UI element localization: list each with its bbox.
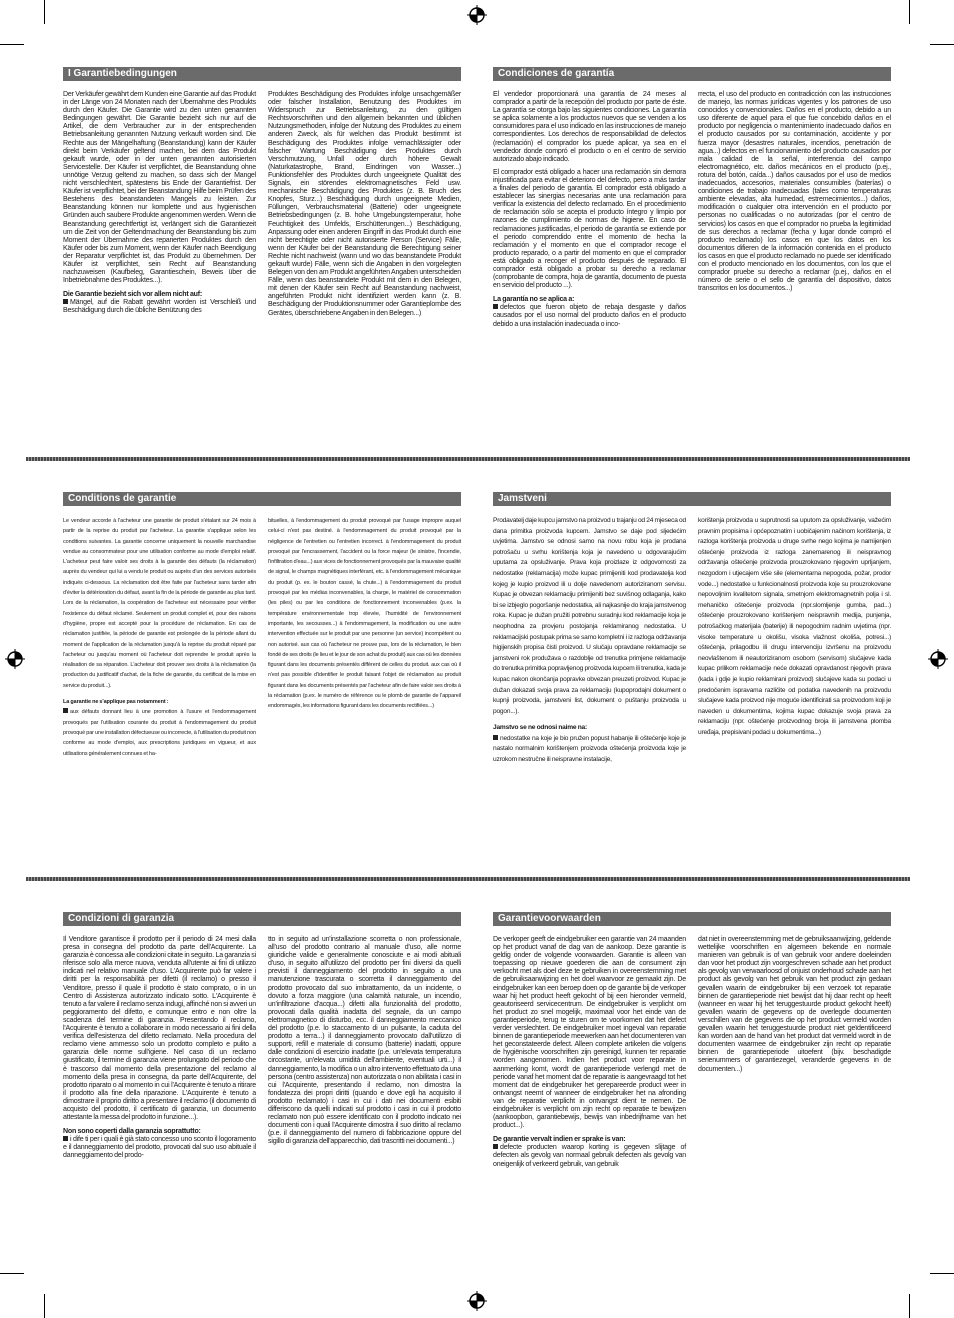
section-title: Garantievoorwaarden <box>493 912 891 926</box>
crop-mark <box>0 1273 24 1274</box>
crop-mark <box>909 0 910 24</box>
section-title: I Garantiebedingungen <box>63 67 461 81</box>
bullet-square-icon <box>63 1136 68 1141</box>
paragraph: Prodavatelj daje kupcu jamstvo na proizvod u trajanju od 24 mjeseca od dana primitka proizvoda kupcem. Jamstvo se daje pod sljedećim uvjetima. Jamstvo se odnosi samo na novu robu koja je prodana potrošaču u svrhu korištenja koja je navedeno u odgovarajućim uputama za opsluživanje. Prava koja proizlaze iz odgovornosti za nedostatke (reklamacija) može kupac primijeniti kod prodavatelja kod kojeg je kupio proizvod ili u dolje navedenom autoriziranom servisu. Kupac je obvezan reklamaciju primijeniti bez suvišnog odlaganja, kako bi se izbjeglo pogoršanje nedostatka, ali najkasnije do kraja jamstvenog roka. Kupac je dužan pružiti potrebnu suradnju kod reklamacije koja je neophodna za provjeru postojanja reklamiranog nedostatka. U reklamacijski postupak prima se samo kompletni i iz razloga održavanja higijenskih propisa čisti proizvod. U slučaju opravdane reklamacije se jamstveni rok produžava o razdoblje od trenutka primjene reklamacije do trenutka primitka popravljenog proizvoda kupcem ili trenutka, kada je kupac nakon okončanja popravke obvezan preuzeti proizvod. Kupac je dužan dokazati svoja prava za reklamaciju (kupoprodajni dokument o kupnji proizvoda, jamstveni list, dokument o puštanju proizvoda u pogon...). <box>493 517 686 715</box>
crosshair-circle-icon <box>467 1291 487 1311</box>
section-es <box>493 67 891 334</box>
paragraph: defectos que fueron objeto de rebaja desgaste y daños causados por el uso normal del producto daños en el producto debido a una instalación inadecuada o inco- <box>493 304 686 328</box>
text-column <box>493 91 686 334</box>
crop-mark <box>44 1294 45 1318</box>
section-title: Conditions de garantie <box>63 492 461 506</box>
crop-mark <box>909 1294 910 1318</box>
paragraph: Il Venditore garantisce il prodotto per il periodo di 24 mesi dalla presa in consegna del prodotto da parte dell'Acquirente. La garanzia è concessa alle condizioni citate in seguito. La garanzia si riferisce solo alla merce nuova, venduta all'utente ai fini di utilizzo indicati nel relativo manuale d'uso. L'Acquirente può far valere i diritti per la responsabilità per difetti (il reclamo) o presso il Venditore, presso il quale il prodotto è stato comprato, o in un Centro di Assistenza autorizzato indicato sotto. L'Acquirente è tenuto a far valere il reclamo senza indugi, affinché non si avveri un peggioramento del difetto, e comunque entro e non oltre la scadenza del termine di garanzia. Presentando il reclamo, l'Acquirente è tenuto a collaborare in modo necessario ai fini della verifica dell'esistenza del difetto reclamato. Nella procedura del reclamo viene ammesso solo un prodotto completo e pulito a garanzia delle norme sull'igiene. Nel caso di un reclamo giustificato, il termine di garanzia viene prolungato del periodo che è trascorso dal momento della presentazione del reclamo al momento della presa in consegna, da parte dell'Acquirente, del prodotto riparato o al momento in cui l'Acquirente è tenuto a ritirare il prodotto alla fine della riparazione. L'Acquirente è tenuto a dimostrare il proprio diritto a presentare il reclamo (il documento di acquisto del prodotto, il certificato di garanzia, un documento attestante la messa del prodotto in funzione...). <box>63 936 256 1122</box>
section-separator <box>26 457 910 461</box>
paragraph: dat niet in overeenstemming met de gebruiksaanwijzing, geldende wettelijke voorschriften en algemeen bekende en normale manieren van gebruik is of van gebruik voor andere doeleinden dan voor het product zijn voorgeschreven schade aan het product als gevolg van verwaarloosd of onjuist onderhoud schade aan het product als gevolg van het gebruik van het product zijn gedaan gevallen waarin de eindgebruiker bij een verzoek tot reparatie binnen de garantieperiode niet bewijst dat hij daar recht op heeft (wanneer en waar hij het teruggestuurde product gekocht heeft) gevallen waarin de gegevens op de overlegde documenten verschillen van de gegevens die op het product vermeld worden gevallen waarin het teruggestuurde product niet geïdentificeerd kan worden aan de hand van het product dat vermeld wordt in de documenten waarmee de eindgebruiker zijn recht op reparatie binnen de garantieperiode uitoefent (bijv. beschadigde serienummers of garantiezegel, veranderde gegevens in de documenten...) <box>698 936 891 1073</box>
paragraph: Le vendeur accorde à l'acheteur une garantie de produit s'étalant sur 24 mois à partir de la reprise du produit par l'acheteur. La garantie s'applique selon les conditions suivantes. La garantie concerne uniquement la nouvelle marchandise vendue au consommateur pour une utilisation conforme au mode d'emploi relatif. L'acheteur peut faire valoir ses droits à la garantie des défauts (la réclamation) auprès du vendeur qui lui a vendu le produit ou auprès d'un des services autorisés indiqués ci-dessous. La réclamation doit être faite par l'acheteur sans tarder afin d'éviter la détérioration du défaut, avant la fin de la période de garantie au plus tard. Lors de la réclamation, la coopération de l'acheteur est nécessaire pour vérifier l'existence du défaut réclamé. Seulement un produit complet et, pour des raisons d'hygiène, propre est accepté pour la procédure de réclamation. En cas de réclamation justifiée, la période de garantie est prolongée de la période allant du moment de l'application de la réclamation jusqu'à la reprise du produit réparé par l'acheteur ou jusqu'au moment où l'acheteur doit reprendre le produit après la réalisation de sa réparation. L'acheteur doit prouver ses droits à la réclamation (la production du justificatif d'achat, de la fiche de garantie, du certificat de la mise en service du produit...). <box>63 518 256 689</box>
text-column <box>698 91 891 334</box>
bullet-square-icon <box>63 299 68 304</box>
section-hr <box>493 492 891 771</box>
subheading: La garantía no se aplica a: <box>493 296 575 304</box>
crosshair-circle-icon <box>5 649 25 669</box>
paragraph: korištenja proizvoda u suprutnosti sa uputom za opsluživanje, važećim pravnim propisima i općepoznatim i uobičajenim načinom korištenja, iz razloga korištenja proizvoda u druge svrhe nego kojima je namijenjen oštećenje proizvoda iz razloga zanemarenog ili neispravnog održavanja oštećenje proizvoda prouzrokovano njegovim uprljanjem, nezgodom i utjecajem više sile (elementarna nepogoda, požar, prodor vode...) nedostatke u funkcionalnosti proizvoda koje su prouzrokovane nepovoljnim kvalitetom signala, smetnjom elektromagnetnih polja i sl. mehaničko oštećenje proizvoda (npr.slomljenje gumba, pad...) oštećenje prouzrokovano korištenjem neispravnih medija, punjenja, potrošačkog materijala (baterije) ili nepogodnim radnim uvjetima (npr. visoke temperature u okolišu, visoka vlažnost okoliša, potresi...) oštećenja, prilagodbu ili drugu intervenciju izvršenu na proizvodu neovlaštenom ili neautoriziranom osobom (servisom) slučajeve kada kupac prilikom reklamacije neće dokazati opravdanost njegovih prava (kada i gdje je kupio reklamirani proizvod) slučajeve kada su podaci u predočenim ispravama različite od podatka navedenih na proizvodu slučajeve kada proizvod nije moguće identificirati sa proizvodom koji je naveden u dokumentima, kojima kupac dokazuje svoja prava za reklamaciju (npr. oštećenje proizvodnog broja ili jamstvena plomba uređaja, prepisivani podaci u dokumentima...) <box>698 517 891 736</box>
paragraph: De verkoper geeft de eindgebruiker een garantie van 24 maanden op het product vanaf de dag van de aankoop. Deze garantie is geldig onder de volgende voorwaarden. Garantie is alleen van toepassing op nieuwe goederen die aan de consument zijn verkocht met als doel deze te gebruiken in overeenstemming met de gebruiksaanwijzing en het doel waarvoor ze gemaakt zijn. De eindgebruiker kan een beroep doen op de garantie bij de verkoper waar hij het product heeft gekocht of bij een hieronder vermeld, geautoriseerd servicecentrum. De eindgebruiker is verplicht om het product zo snel mogelijk, maximaal voor het einde van de garantieperiode, terug te sturen om te voorkomen dat het defect verder verslechtert. De eindgebruiker moet ingeval van reparatie binnen de garantieperiode meewerken aan het documenteren van het geconstateerde defect. Alleen complete artikelen die volgens de hygiënische voorschriften zijn gereinigd, kunnen ter reparatie worden aangenomen. Indien het product voor reparatie in aanmerking komt, wordt de garantieperiode verlengd met de periode vanaf het moment dat de reparatie is aangevraagd tot het moment dat de eindgebruiker het gerepareerde product weer in ontvangst neemt of wanneer de eindgebruiker het na afronding van de reparatie verplicht in ontvangst dient te nemen. De eindgebruiker is verplicht om zijn recht op reparatie te bewijzen (aankoopbon, garantiebewijs, bewijs van inbedrijfname van het product...). <box>493 936 686 1130</box>
subheading: Non sono coperti dalla garanzia soprattutto: <box>63 1128 201 1136</box>
text-column <box>268 91 461 323</box>
text-column <box>63 936 256 1166</box>
paragraph: Der Verkäufer gewährt dem Kunden eine Garantie auf das Produkt in der Länge von 24 Monaten nach der Übernahme des Produkts durch den Käufer. Die Garantie wird zu den unten genannten Bedingungen gewährt. Die Garantie bezieht sich nur auf die Artikel, die dem Verbraucher zur in der entsprechenden Betriebsanleitung genannten Nutzung verkauft worden sind. Die Rechte aus der Mängelhaftung (Beanstandung) kann der Käufer direkt beim Verkäufer geltend machen, bei dem das Produkt gekauft wurde, oder in der unten genannten autorisierten Servicestelle. Der Käufer ist verpflichtet, die Beanstandung ohne unnötige Verzug geltend zu machen, so dass sich der Mangel nicht verschlechtert, spätestens bis Ende der Garantiefrist. Der Käufer ist verpflichtet, bei der Beanstandung Hilfe beim Prüfen des Bestehens des beanstandeten Mangels zu leisten. Zur Beanstandung können nur komplette und aus hygienischen Gründen auch saubere Produkte angenommen werden. Wenn die Beanstandung gerechtfertigt ist, verlängert sich die Garantiezeit um die Zeit von der Geltendmachung der Beanstandung bis zum Moment der Übernahme des reparierten Produktes durch den Käufer oder bis zum Moment, wenn der Käufer nach Beendigung der Reparatur verpflichtet ist, das Produkt zu übernehmen. Der Käufer ist verpflichtet, sein Recht auf Beanstandung nachzuweisen (Kaufbeleg, Garantieschein, Beweis über die Inbetriebnahme des Produktes...). <box>63 91 256 285</box>
section-title: Condiciones de garantía <box>493 67 891 81</box>
paragraph: defecte producten waarop korting is gegeven slijtage of defecten als gevolg van normaal gebruik defecten als gevolg van oneigenlijk of verkeerd gebruik, van gebruik <box>493 1144 686 1168</box>
paragraph: tto in seguito ad un'installazione scorretta o non professionale, all'uso del prodotto contrario al manuale d'uso, alle norme giuridiche valide e generalmente conosciute e ai modi abituali d'uso, in seguito all'utilizzo del prodotto per fini diversi da quelli previsti il danneggiamento del prodotto in seguito a una manutenzione trascurata o scorretta il danneggiamento del prodotto provocato dal suo imbrattamento, da un incidente, o dovuto a forza maggiore (una calamità naturale, un incendio, un'infiltrazione d'acqua...) difetti alla funzionalità del prodotto, provocati dalla qualità inadatta del segnale, da un campo elettromagnetico di disturbo, ecc. il danneggiamento meccanico del prodotto (p.e. lo staccamento di un pulsante, la caduta del prodotto a terra...) il danneggiamento provocato dall'utilizzo di supporti, refill e materiale di consumo (batterie) inadatti, oppure dalle condizioni di esercizio inadatte (p.e. un'elevata temperatura circostante, un'elevata umidità dell'ambiente, eventuali urti...) il danneggiamento, la modifica o un altro intervento effettuato da una persona (centro assistenza) non autorizzata o non abilitata i casi in cui l'Acquirente, presentando il reclamo, non dimostra la fondatezza dei propri diritti (quando e dove egli ha acquisito il prodotto reclamato) i casi in cui i dati nei documenti esibiti differiscono da quelli indicati sul prodotto i casi in cui il prodotto reclamato non può essere identificato con il prodotto indicato nei documenti con i quali l'Acquirente dimostra il suo diritto al reclamo (p.e. il danneggiamento del numero di fabbricazione oppure del sigillo di garanzia dell'apparecchio, dati trascritti nei documenti...) <box>268 936 461 1146</box>
subheading: De garantie vervalt indien er sprake is van: <box>493 1136 626 1144</box>
bullet-square-icon <box>63 708 68 713</box>
paragraph: aux défauts donnant lieu à une promotion à l'usure et l'endommagement provoqués par l'utilisation courante du produit à l'endommagement du produit provoqué par une installation défectueuse ou incorrecte, à l'utilisation du produit non conforme au mode d'emploi, aux prescriptions juridiques en vigueur, et aux utilisations généralement connues et ha- <box>63 709 256 757</box>
subheading: Die Garantie bezieht sich vor allem nicht auf: <box>63 291 203 299</box>
bullet-square-icon <box>493 735 498 740</box>
paragraph: rrecta, el uso del producto en contradicción con las instrucciones de manejo, las normas jurídicas vigentes y los patrones de uso conocidos y convencionales. Daños en el producto, debido a un uso diferente de aquel para el que fue concebido daños en el producto por negligencia o mantenimiento inadecuado daños en el producto causados por su contaminación, accidente y por fuerza mayor (desastres naturales, incendios, penetración de agua...) defectos en el funcionamiento del producto causados por mala calidad de la señal, interferencia del campo electromagnético, etc. daños mecánicos en el producto (p.ej., rotura del botón, caída...) daños causados por el uso de medios inadecuados, accesorios, materiales consumibles (baterías) o condiciones de trabajo inadecuadas (tales como temperaturas ambiente elevadas, alta humedad, estremecimientos...) daños, modificación o cualquier otra intervención en el producto por personas no cualificadas o no autorizadas (por el centro de servicios) los casos en que el comprador no prueba la legitimidad de sus derechos a reclamar (fecha y lugar donde compró el producto reclamado) los casos en que los datos en los documentos difieren de la información contenida en el producto los casos en que el producto reclamado no puede ser identificado con el producto mencionado en los documentos, con los que el comprador pruebe su derecho a reclamar (p.ej., daños en el número de serie o el sello de garantía del dispositivo, datos transcritos en los documentos...) <box>698 91 891 293</box>
subheading: Jamstvo se ne odnosi naime na: <box>493 724 588 732</box>
paragraph: bituelles, à l'endommagement du produit provoqué par l'usage impropre auquel celui-ci n'est pas destiné. à l'endommagement du produit provoqué par la négligence de l'entretien ou l'entretien incorrect. à l'endommagement du produit provoqué par l'encrassement, l'accident ou la force majeur (le sinistre, l'incendie, l'infiltration d'eau...) aux vices de fonctionnement provoqués par la mauvaise qualité de signal, le champs magnétiques interférant, etc. à l'endommagement mécanique du produit (p. ex. le bouton cassé, la chute...) à l'endommagement du produit provoqué par les médias inconvenables, la charge, le matériel de consommation (les piles) ou par les conditions de fonctionnement inconvenables (p.ex. la température environnementale trop élevée, l'humidité de l'environnement importante, les secousses...) à l'endommagement, la modification ou une autre intervention effectuée sur le produit par une personne (un service) incompétent ou non autorisé. aux cas où l'acheteur ne prouve pas, lors de la réclamation, le bien fondé de ses droits (le lieu et le jour de son achat du produit) aux cas où les données figurant dans les documents présentés diffèrent de celles du produit. aux cas où il n'est pas possible d'identifier le produit faisant l'objet de réclamation au produit figurant dans les documents présentés par l'acheteur afin de faire valoir ses droits à la réclamation (p.ex. le numéro de référence ou le plomb de garantie de l'appareil endommagés, les informations figurant dans les documents rectifiées...) <box>268 518 461 710</box>
section-separator <box>26 877 910 881</box>
crop-mark <box>44 0 45 24</box>
text-column <box>493 936 686 1174</box>
text-column <box>698 936 891 1174</box>
text-column <box>268 516 461 764</box>
section-de <box>63 67 461 323</box>
section-title: Condizioni di garanzia <box>63 912 461 926</box>
text-column <box>63 91 256 323</box>
section-it <box>63 912 461 1166</box>
text-column <box>493 516 686 771</box>
crop-mark <box>930 44 954 45</box>
crop-mark <box>930 1273 954 1274</box>
crop-mark <box>0 44 24 45</box>
paragraph: Mängel, auf die Rabatt gewährt worden ist Verschleiß und Beschädigung durch die übliche Benützung des <box>63 299 256 315</box>
bullet-square-icon <box>493 1144 498 1149</box>
text-column <box>268 936 461 1166</box>
bullet-square-icon <box>493 304 498 309</box>
section-fr <box>63 492 461 764</box>
section-nl <box>493 912 891 1174</box>
paragraph: Produktes Beschädigung des Produktes infolge unsachgemäßer oder falscher Installation, Benutzung des Produktes im Widerspruch zur Betriebsanleitung, zu den gültigen Rechtsvorschriften und den allgemein bekannten und üblichen Nutzungsmethoden, infolge der Nutzung des Produktes zu einem anderen Zweck, als für welchen das Produkt bestimmt ist Beschädigung des Produktes infolge vernachlässigter oder falscher Wartung Beschädigung des Produktes durch Verschmutzung, Unfall oder durch höhere Gewalt (Naturkatastrophe, Brand, Eindringen von Wasser...) Funktionsfehler des Produktes durch ungeeignete Qualität des Signals, ein störendes elektromagnetisches Feld usw. mechanische Beschädigung des Produktes (z. B. Bruch des Knopfes, Sturz...) Beschädigung durch ungeeignete Medien, Füllungen, Verbrauchsmaterial (Batterie) oder ungeeignete Betriebsbedingungen (z. B. hohe Umgebungstemperatur, hohe Feuchtigkeit des Umfelds, Erschütterungen...) Beschädigung, Anpassung oder einen anderen Eingriff in das Produkt durch eine nicht berechtigte oder nicht autorisierte Person (Service) Fälle, wenn der Käufer bei der Beanstandung die Berechtigung seiner Rechte nicht nachweist (wann und wo das beanstandete Produkt gekauft wurde) Fälle, wenn sich die Angaben in den vorgelegten Belegen von den am Produkt angeführten Angaben unterscheiden Fälle, wenn das beanstandete Produkt mit dem in den Belegen, mit denen der Käufer sein Recht auf Beanstandung nachweist, angeführten Produkt nicht identifiziert werden kann (z. B. Beschädigung der Produktionsnummer oder Garantieplombe des Gerätes, überschriebene Angaben in den Belegen...) <box>268 91 461 317</box>
paragraph: nedostatke na koje je bio pružen popust habanje ili oštećenje koje je nastalo normalnim korištenjem proizvoda oštećenja proizvoda koje je uzrokom nestručne ili neispravne instalacije, <box>493 734 686 764</box>
section-title: Jamstveni <box>493 492 891 506</box>
text-column <box>698 516 891 771</box>
paragraph: i dife ti per i quali è già stato concesso uno sconto il logoramento e il danneggiamento del prodotto, provocati dal suo uso abituale il danneggiamento del prodo- <box>63 1136 256 1160</box>
subheading: La garantie ne s'applique pas notamment : <box>63 699 169 706</box>
paragraph: El vendedor proporcionará una garantía de 24 meses al comprador a partir de la recepción del producto por parte de éste. La garantía se otorga bajo las siguientes condiciones. La garantía se aplica solamente a los productos nuevos que se venden a los consumidores para el uso indicado en las instrucciones de manejo correspondientes. Los derechos de responsabilidad de defectos (reclamación) el comprador los puede aplicar, ya sea en el vendedor donde compró el producto o en el centro de servicio autorizado abajo indicado. <box>493 91 686 163</box>
crosshair-circle-icon <box>467 5 487 25</box>
text-column <box>63 516 256 764</box>
crosshair-circle-icon <box>928 649 948 669</box>
paragraph: El comprador está obligado a hacer una reclamación sin demora injustificada para evitar el deterioro del defecto, pero a más tardar a finales del periodo de garantía. El comprador está obligado a establecer las sinergias necesarias ante una reclamación para verificar la existencia del defecto reclamado. En el procedimiento de reclamación sólo se acepta el producto íntegro y limpio por razones de cumplimiento de normas de higiene. En caso de reclamaciones justificadas, el periodo de garantía se extiende por el periodo comprendido entre el momento de hecha la reclamación y el momento en que el comprador recoge el producto reparado, o a partir del momento en que el comprador está obligado a recoger el producto después de reparado. El comprador está obligado a probar su derecho a reclamar (comprobante de compra, hoja de garantía, documento de puesta en servicio del producto ...). <box>493 168 686 290</box>
